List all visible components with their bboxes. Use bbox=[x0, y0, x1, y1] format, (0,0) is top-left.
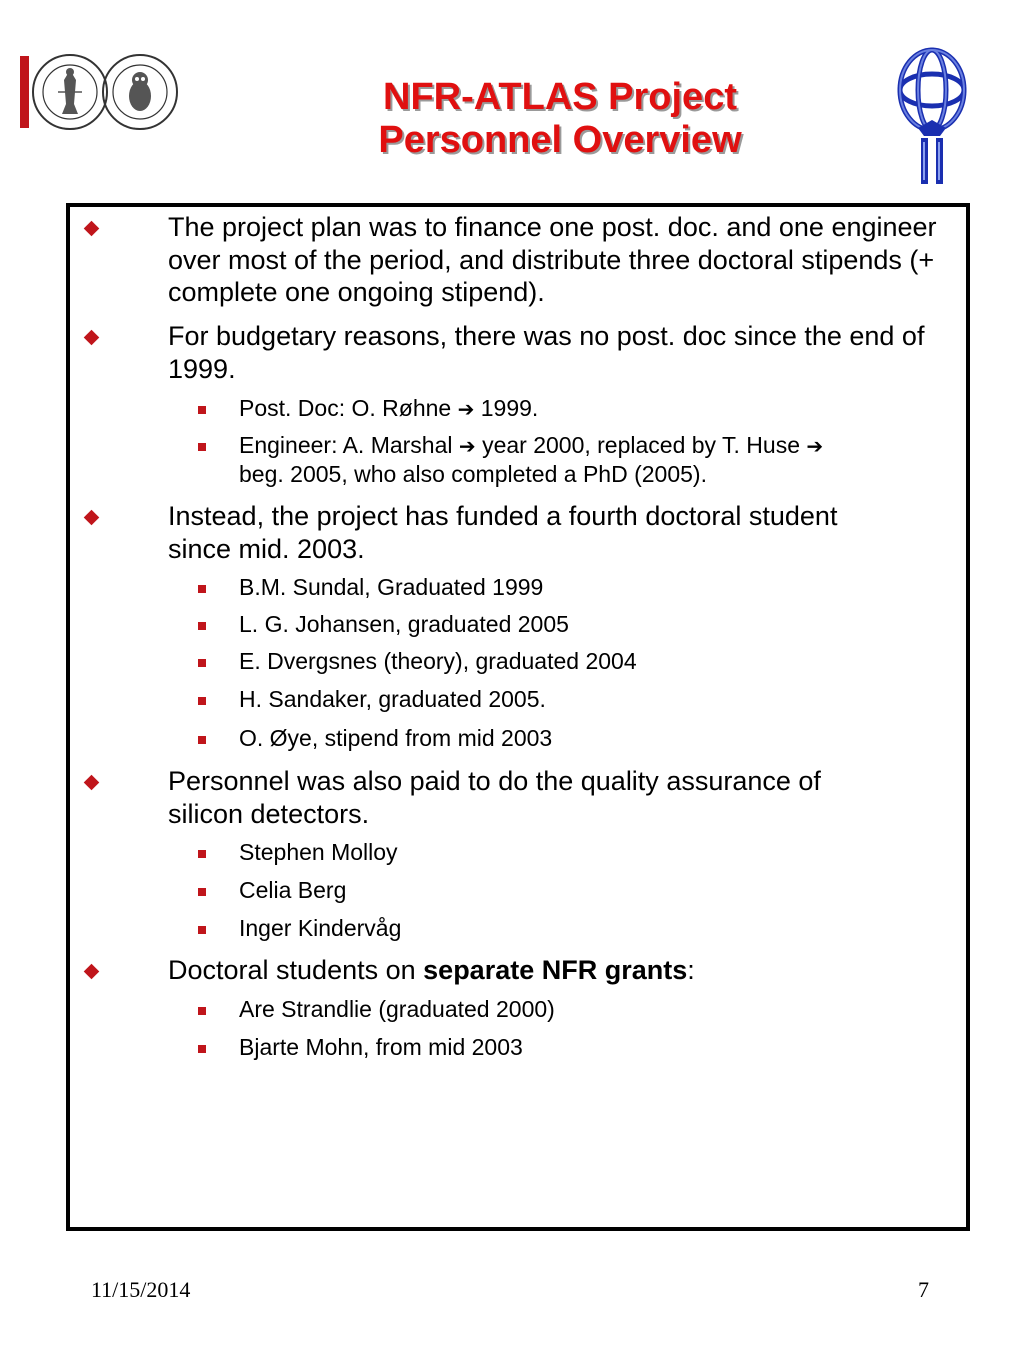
sub-bullet-square-icon bbox=[198, 406, 206, 414]
sub-bullet-text: O. Øye, stipend from mid 2003 bbox=[239, 725, 553, 751]
sub-bullet-square-icon bbox=[198, 1045, 206, 1053]
sub-bullet-text bbox=[239, 431, 949, 488]
footer-date: 11/15/2014 bbox=[91, 1277, 191, 1302]
sub-bullet-text-part: Engineer: A. Marshal bbox=[239, 432, 453, 458]
sub-bullet-text-part: year 2000, replaced by T. Huse bbox=[482, 432, 800, 458]
bullet-text-line: Instead, the project has funded a fourth doctoral student bbox=[168, 501, 838, 531]
bullet-text: The project plan was to finance one post. doc. and one engineer over most of the period, and distribute three doctoral stipends (+ complete one ongoing stipend). bbox=[168, 212, 937, 307]
bullet-text-part: : bbox=[687, 955, 695, 985]
sub-bullet-text-part: beg. 2005, who also completed a PhD (2005). bbox=[239, 461, 707, 487]
sub-bullet-square-icon bbox=[198, 736, 206, 744]
sub-bullet-square-icon bbox=[198, 888, 206, 896]
sub-bullet-text: H. Sandaker, graduated 2005. bbox=[239, 686, 546, 712]
sub-bullet-text: B.M. Sundal, Graduated 1999 bbox=[239, 574, 544, 600]
sub-bullet-square-icon bbox=[198, 622, 206, 630]
sub-bullet-text: Are Strandlie (graduated 2000) bbox=[239, 996, 555, 1022]
slide-title-line-1: NFR-ATLAS Project bbox=[383, 76, 737, 118]
bullet-text bbox=[168, 500, 948, 565]
slide-title-line-2: Personnel Overview bbox=[378, 119, 742, 161]
sub-bullet-text: Bjarte Mohn, from mid 2003 bbox=[239, 1034, 523, 1060]
sub-bullet-text-part: Post. Doc: O. Røhne bbox=[239, 395, 452, 421]
sub-bullet-text bbox=[239, 394, 949, 423]
arrow-right-icon: ➔ bbox=[457, 397, 475, 421]
page-number: 7 bbox=[918, 1277, 929, 1302]
bullet-text bbox=[168, 765, 948, 830]
accent-bar bbox=[20, 56, 29, 128]
university-of-bergen-seal bbox=[100, 52, 180, 132]
bullet-text-line: silicon detectors. bbox=[168, 798, 370, 829]
sub-bullet-text: Inger Kindervåg bbox=[239, 915, 402, 941]
sub-bullet-square-icon bbox=[198, 850, 206, 858]
sub-bullet-square-icon bbox=[198, 1007, 206, 1015]
sub-bullet-square-icon bbox=[198, 443, 206, 451]
atlas-logo bbox=[892, 42, 972, 188]
sub-bullet-square-icon bbox=[198, 697, 206, 705]
sub-bullet-text: E. Dvergsnes (theory), graduated 2004 bbox=[239, 648, 637, 674]
sub-bullet-text: Celia Berg bbox=[239, 877, 347, 903]
arrow-right-icon: ➔ bbox=[806, 434, 824, 458]
arrow-right-icon: ➔ bbox=[458, 434, 476, 458]
sub-bullet-square-icon bbox=[198, 926, 206, 934]
bullet-text-bold: separate NFR grants bbox=[423, 955, 688, 985]
sub-bullet-text: L. G. Johansen, graduated 2005 bbox=[239, 611, 569, 637]
sub-bullet-text: Stephen Molloy bbox=[239, 839, 398, 865]
sub-bullet-square-icon bbox=[198, 659, 206, 667]
bullet-text-part: Doctoral students on bbox=[168, 955, 424, 985]
university-of-oslo-seal bbox=[30, 52, 110, 132]
sub-bullet-text-part: 1999. bbox=[480, 395, 539, 421]
bullet-text bbox=[168, 954, 948, 987]
sub-bullet-square-icon bbox=[198, 585, 206, 593]
bullet-text: For budgetary reasons, there was no post. doc since the end of 1999. bbox=[168, 321, 925, 384]
bullet-text-line: since mid. 2003. bbox=[168, 533, 365, 564]
bullet-text-line: Personnel was also paid to do the quality assurance of bbox=[168, 766, 821, 796]
